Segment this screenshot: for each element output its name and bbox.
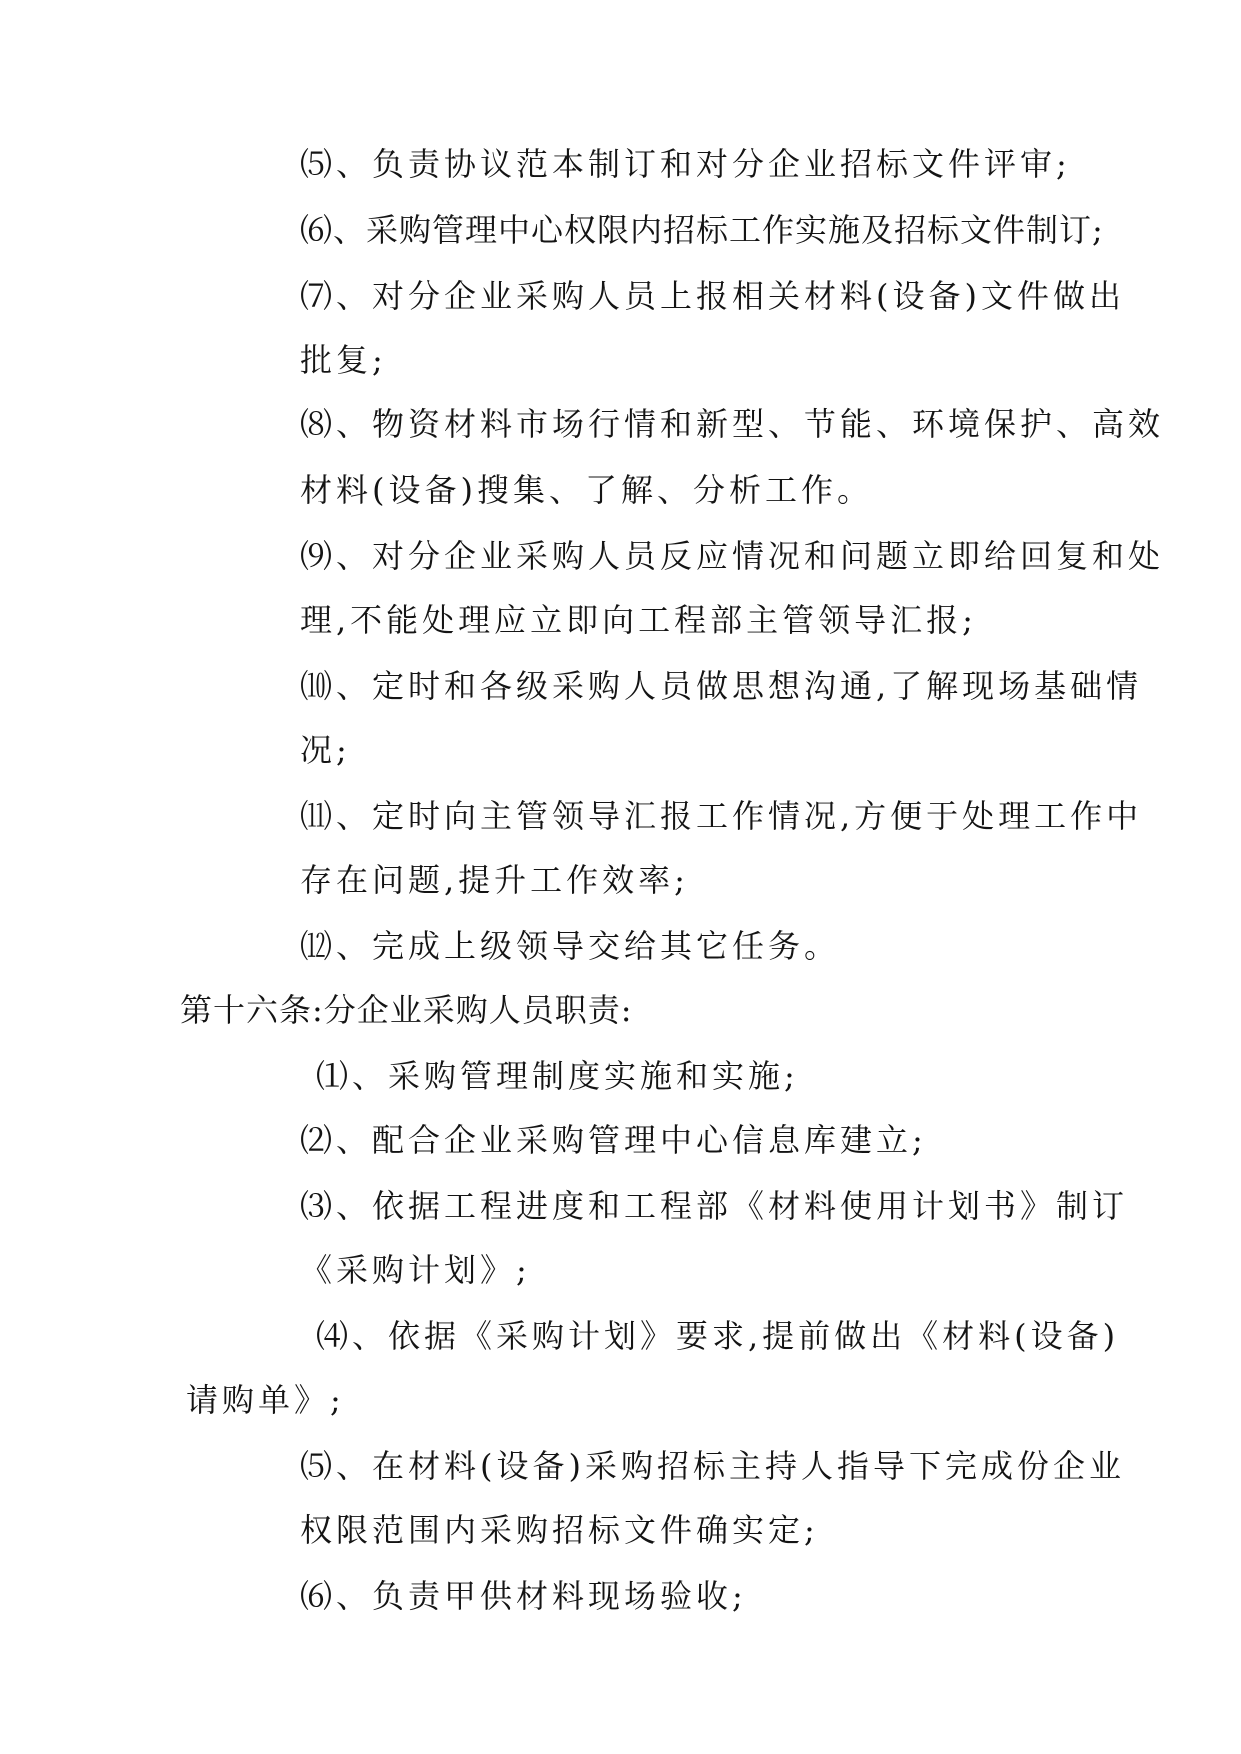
text-line: 材料(设备)搜集、了解、分析工作。 xyxy=(300,471,873,509)
text-line: ⑶、依据工程进度和工程部《材料使用计划书》制订 xyxy=(300,1187,1129,1225)
text-line: ⑵、配合企业采购管理中心信息库建立; xyxy=(300,1121,927,1159)
text-line: ⑻、物资材料市场行情和新型、节能、环境保护、高效 xyxy=(300,405,1165,443)
text-line: ⑺、对分企业采购人员上报相关材料(设备)文件做出 xyxy=(300,277,1125,315)
text-line: ⑿、完成上级领导交给其它任务。 xyxy=(300,927,841,965)
text-line: ⑴、采购管理制度实施和实施; xyxy=(316,1057,799,1095)
text-line: ⑸、在材料(设备)采购招标主持人指导下完成份企业 xyxy=(300,1447,1125,1485)
text-line: ⑼、对分企业采购人员反应情况和问题立即给回复和处 xyxy=(300,537,1165,575)
text-line: 请购单》; xyxy=(186,1381,345,1419)
text-line: ⑸、负责协议范本制订和对分企业招标文件评审; xyxy=(300,145,1071,183)
text-line: 权限范围内采购招标文件确实定; xyxy=(300,1511,819,1549)
section-heading: 第十六条:分企业采购人员职责: xyxy=(180,991,633,1029)
text-line: 批复; xyxy=(300,341,387,379)
text-line: 理,不能处理应立即向工程部主管领导汇报; xyxy=(300,601,977,639)
text-line: 况; xyxy=(300,731,351,769)
text-line: ⑾、定时向主管领导汇报工作情况,方便于处理工作中 xyxy=(300,797,1143,835)
text-line: 《采购计划》; xyxy=(300,1251,531,1289)
text-line: ⑹、采购管理中心权限内招标工作实施及招标文件制订; xyxy=(300,211,1104,249)
text-line: 存在问题,提升工作效率; xyxy=(300,861,689,899)
text-line: ⑷、依据《采购计划》要求,提前做出《材料(设备) xyxy=(316,1317,1120,1355)
text-line: ⑽、定时和各级采购人员做思想沟通,了解现场基础情 xyxy=(300,667,1143,705)
text-line: ⑹、负责甲供材料现场验收; xyxy=(300,1577,747,1615)
